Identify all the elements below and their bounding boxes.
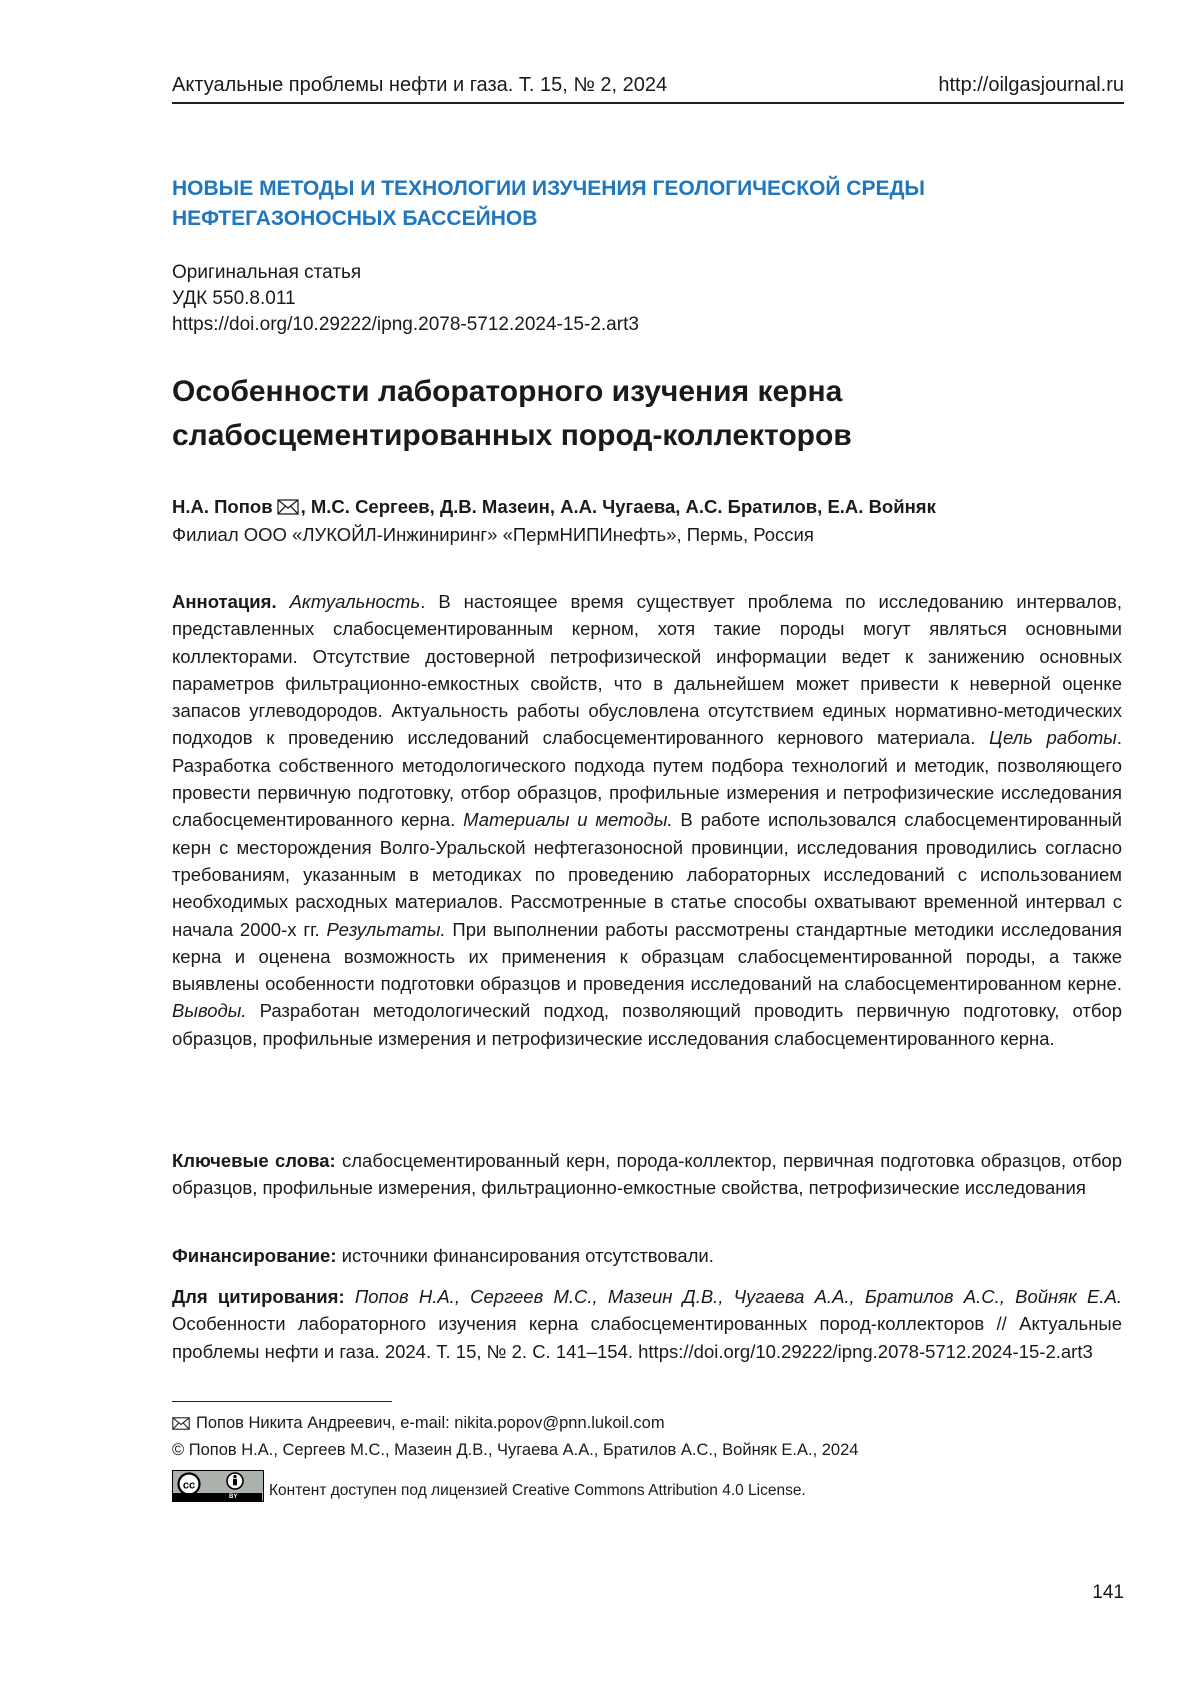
corresponding-author: Н.А. Попов bbox=[172, 496, 273, 517]
abstract-label: Аннотация. bbox=[172, 591, 277, 612]
cc-by-label: BY bbox=[229, 1494, 238, 1500]
keywords-text: слабосцементированный керн, порода-коллектор, первичная подготовка образцов, отбор образцов, профильные измерения, фильтрационно-емкостные свойства, петрофизические исследования bbox=[172, 1150, 1122, 1199]
article-title bbox=[172, 370, 1072, 458]
keywords-label: Ключевые слова: bbox=[172, 1150, 336, 1171]
results-text: При выполнении работы рассмотрены стандартные методики исследования керна и оценена возможность их применения к образцам слабосцементированной породы, а также выявлены особенности подготовки образцов и проведения исследований на слабосцементированном керне. bbox=[172, 918, 1122, 995]
doi-link[interactable]: https://doi.org/10.29222/ipng.2078-5712.2024-15-2.art3 bbox=[172, 314, 639, 335]
license-text: Контент доступен под лицензией Creative Commons Attribution 4.0 License. bbox=[269, 1482, 806, 1499]
article-title-line-1: Особенности лабораторного изучения керна bbox=[172, 375, 843, 408]
funding-text: источники финансирования отсутствовали. bbox=[336, 1245, 714, 1266]
section-heading bbox=[172, 174, 1072, 234]
udc-code: УДК 550.8.011 bbox=[172, 288, 296, 309]
copyright-footnote: © Попов Н.А., Сергеев М.С., Мазеин Д.В., Чугаева А.А., Братилов А.С., Войняк Е.А., 2024 bbox=[172, 1441, 859, 1459]
methods-text: В работе использовался слабосцементированный керн с месторождения Волго-Уральской нефтегазоносной провинции, исследования проводились согласно требованиям, указанным в методиках по проведению лабораторных исследований с использованием необходимых расходных материалов. Рассмотренные в статье способы охватывают временной интервал с начала 2000-х гг. bbox=[172, 809, 1122, 940]
funding-label: Финансирование: bbox=[172, 1245, 337, 1266]
citation-authors: Попов Н.А., Сергеев М.С., Мазеин Д.В., Чугаева А.А., Братилов А.С., Войняк Е.А. bbox=[344, 1286, 1122, 1307]
journal-url[interactable]: http://oilgasjournal.ru bbox=[938, 74, 1124, 96]
author-list bbox=[172, 496, 936, 520]
article-title-line-2: слабосцементированных пород-коллекторов bbox=[172, 419, 852, 452]
cc-by-icon[interactable] bbox=[172, 1470, 264, 1502]
contact-text[interactable]: Попов Никита Андреевич, e-mail: nikita.popov@pnn.lukoil.com bbox=[196, 1414, 665, 1432]
article-meta bbox=[172, 260, 639, 338]
aim-label: Цель работы bbox=[989, 727, 1117, 749]
co-authors: , М.С. Сергеев, Д.В. Мазеин, А.А. Чугаева, А.С. Братилов, Е.А. Войняк bbox=[300, 496, 936, 517]
aim-text: . Разработка собственного методологического подхода путем подбора технологий и методик, позволяющего провести первичную подготовку, отбор образцов, профильные измерения и петрофизические исследования слабосцементированного керна. bbox=[172, 727, 1122, 831]
relevance-text: . В настоящее время существует проблема по исследованию интервалов, представленных слабосцементированным керном, хотя такие породы могут являться основными коллекторами. Отсутствие достоверной петрофизической информации ведет к занижению основных параметров фильтрационно-емкостных свойств, что в дальнейшем может привести к неверной оценке запасов углеводородов. Актуальность работы обусловлена отсутствием единых нормативно-методических подходов к проведению исследований слабосцементированного кернового материала. bbox=[172, 591, 1122, 749]
section-heading-line-2: НЕФТЕГАЗОНОСНЫХ БАССЕЙНОВ bbox=[172, 207, 538, 230]
citation-text: Особенности лабораторного изучения керна слабосцементированных пород-коллекторов // Актуальные проблемы нефти и газа. 2024. Т. 15, № 2. С. 141–154. https://doi.org/10.29222/ipng.2078-5712.2024-15-2.art3 bbox=[172, 1313, 1122, 1362]
envelope-icon bbox=[172, 1416, 190, 1435]
running-header bbox=[172, 72, 1124, 104]
relevance-label: Актуальность bbox=[289, 591, 421, 612]
methods-label: Материалы и методы. bbox=[463, 809, 673, 831]
journal-citation: Актуальные проблемы нефти и газа. Т. 15, № 2, 2024 bbox=[172, 74, 668, 96]
conclusions-text: Разработан методологический подход, позволяющий проводить первичную подготовку, отбор образцов, профильные измерения и петрофизические исследования слабосцементированного керна. bbox=[172, 1000, 1122, 1049]
citation bbox=[172, 1283, 1122, 1365]
keywords bbox=[172, 1147, 1122, 1202]
page-number: 141 bbox=[1092, 1582, 1124, 1603]
svg-text:cc: cc bbox=[182, 1479, 196, 1492]
abstract bbox=[172, 588, 1122, 1052]
section-heading-line-1: НОВЫЕ МЕТОДЫ И ТЕХНОЛОГИИ ИЗУЧЕНИЯ ГЕОЛОГИЧЕСКОЙ СРЕДЫ bbox=[172, 177, 925, 200]
citation-label: Для цитирования: bbox=[172, 1286, 345, 1307]
funding bbox=[172, 1242, 1122, 1269]
results-label: Результаты. bbox=[326, 918, 446, 940]
conclusions-label: Выводы. bbox=[172, 1000, 247, 1022]
envelope-icon[interactable] bbox=[277, 498, 299, 520]
affiliation: Филиал ООО «ЛУКОЙЛ-Инжиниринг» «ПермНИПИнефть», Пермь, Россия bbox=[172, 524, 814, 545]
footnote-divider bbox=[172, 1401, 392, 1402]
article-type: Оригинальная статья bbox=[172, 262, 362, 283]
contact-footnote bbox=[172, 1414, 665, 1435]
